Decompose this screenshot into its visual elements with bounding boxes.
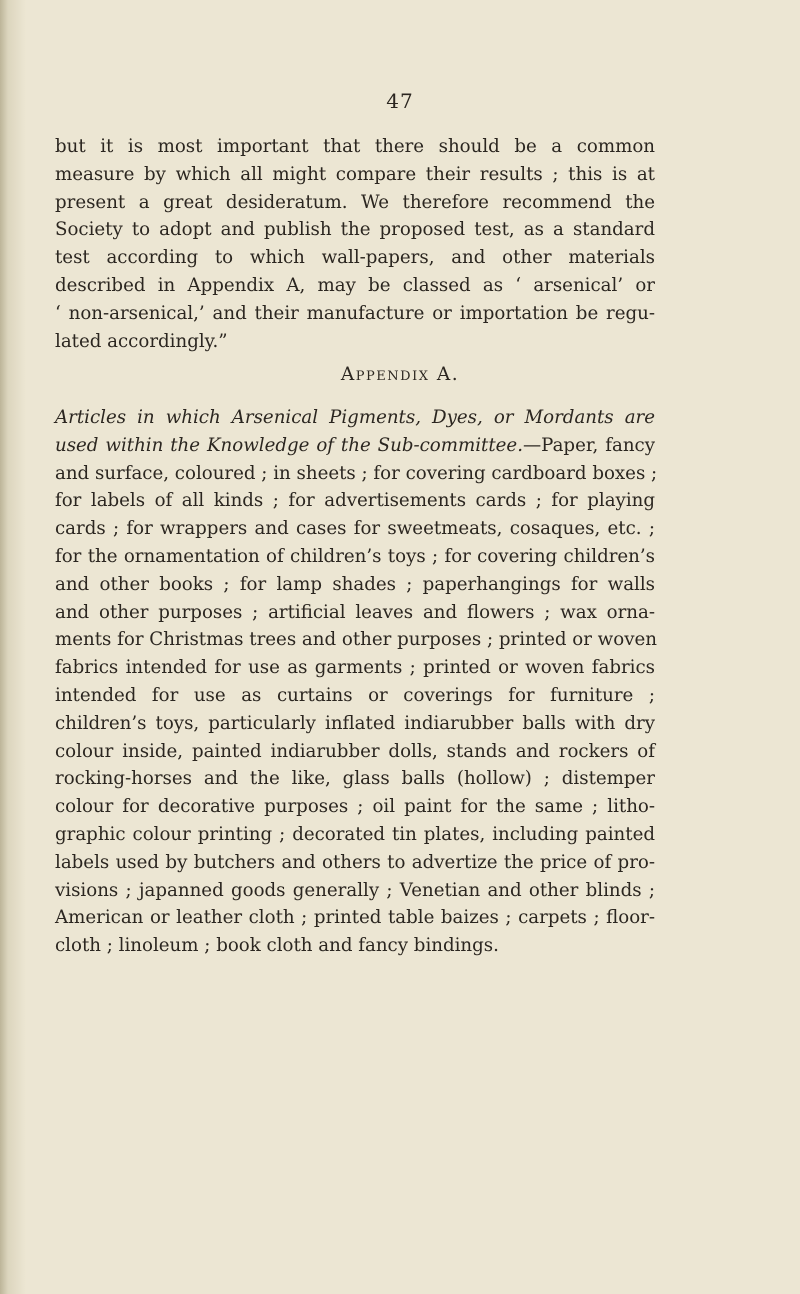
text-line: measure by which all might compare their results ; this is at [55, 163, 655, 185]
text-line: ments for Christmas trees and other purposes ; printed or woven [55, 629, 657, 651]
text-line: test according to which wall-papers, and other materials [55, 247, 655, 269]
text-line: present a great desideratum. We therefore recommend the [55, 191, 655, 213]
paragraph-recommendation [55, 133, 655, 355]
appendix-title-italic: used within the Knowledge of the Sub-committee. [55, 434, 523, 456]
paragraph-appendix-articles [55, 404, 658, 960]
text-line: described in Appendix A, may be classed as ‘ arsenical’ or [55, 274, 655, 296]
text-line: labels used by butchers and others to advertize the price of pro- [55, 851, 655, 873]
text-line: and surface, coloured ; in sheets ; for covering cardboard boxes ; [55, 462, 658, 484]
text-line: American or leather cloth ; printed table baizes ; carpets ; floor- [55, 907, 655, 929]
text-line: but it is most important that there should be a common [55, 136, 655, 157]
text-line: cards ; for wrappers and cases for sweetmeats, cosaques, etc. ; [55, 518, 655, 540]
text-line: children’s toys, particularly inflated indiarubber balls with dry [55, 712, 655, 734]
text-line: rocking-horses and the like, glass balls (hollow) ; distemper [55, 768, 655, 790]
text-line: Society to adopt and publish the proposed test, as a standard [55, 219, 655, 241]
appendix-heading: Appendix A. [340, 364, 460, 385]
text-line: for labels of all kinds ; for advertisements cards ; for playing [55, 490, 655, 512]
text-line: and other books ; for lamp shades ; paperhangings for walls [55, 573, 655, 595]
text-line: colour inside, painted indiarubber dolls, stands and rockers of [55, 740, 655, 762]
text-line: ‘ non-arsenical,’ and their manufacture or importation be regu- [55, 302, 655, 324]
appendix-title-rest: —Paper, fancy [522, 434, 655, 456]
text-line: cloth ; linoleum ; book cloth and fancy bindings. [55, 935, 499, 957]
text-line: for the ornamentation of children’s toys ; for covering children’s [55, 545, 655, 567]
appendix-title-line: Articles in which Arsenical Pigments, Dyes, or Mordants are [55, 407, 655, 428]
text-line: fabrics intended for use as garments ; printed or woven fabrics [55, 657, 655, 679]
appendix-title-line [55, 432, 655, 460]
text-line: lated accordingly.” [55, 330, 228, 352]
text-line: intended for use as curtains or coverings for furniture ; [55, 684, 655, 706]
text-line: colour for decorative purposes ; oil paint for the same ; litho- [55, 796, 655, 818]
text-line: graphic colour printing ; decorated tin plates, including painted [55, 823, 655, 845]
text-line: visions ; japanned goods generally ; Venetian and other blinds ; [55, 879, 655, 901]
page-number: 47 [386, 89, 414, 113]
text-line: and other purposes ; artificial leaves and flowers ; wax orna- [55, 601, 655, 623]
